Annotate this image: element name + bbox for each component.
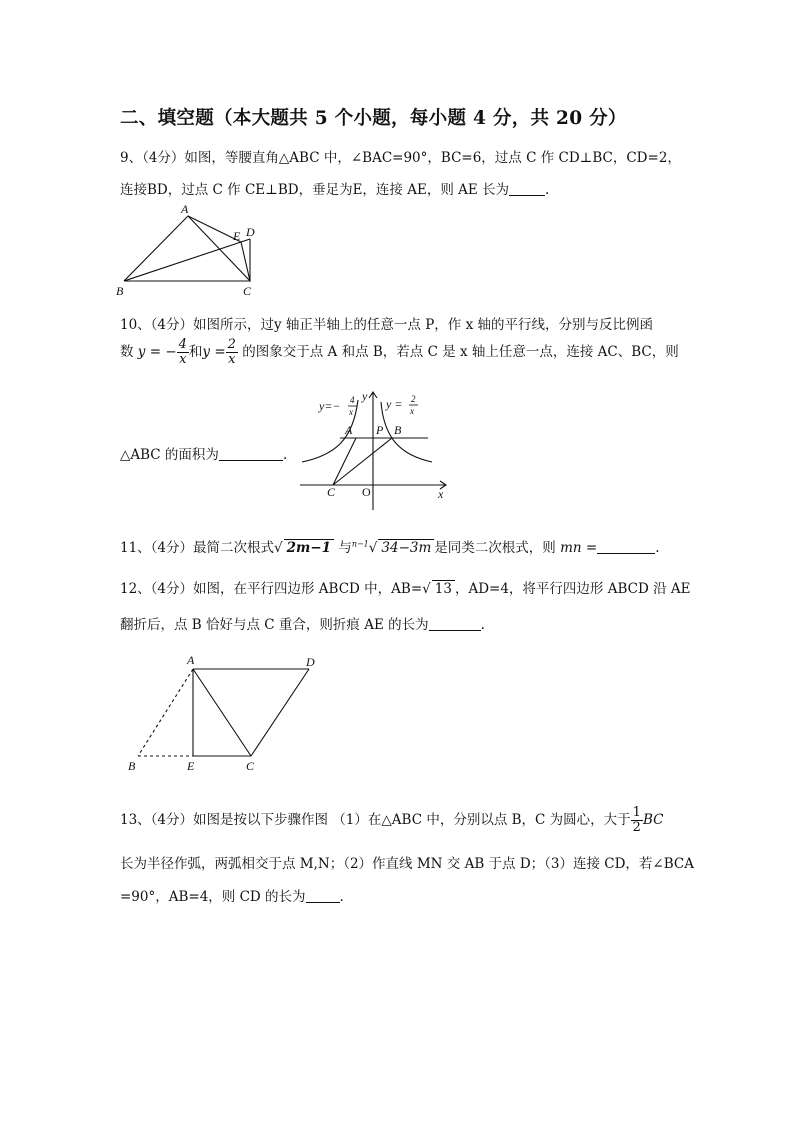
q13-line1-pre: 13、（4分）如图是按以下步骤作图 （1）在△ABC 中，分别以点 B，C 为圆心，大于 — [120, 812, 631, 828]
q13-line2: 长为半径作弧，两弧相交于点 M,N；（2）作直线 MN 交 AB 于点 D；（3）连接 CD，若∠BCA — [120, 856, 694, 872]
q12-label-b: B — [128, 759, 136, 773]
q10-graph-f2-lhs: y = — [386, 397, 403, 411]
q10-graph-label-p: P — [376, 423, 384, 437]
q10-graph-label-b: B — [394, 423, 402, 437]
q12-label-d: D — [306, 655, 315, 669]
q11-radical-sign: √ — [274, 540, 283, 556]
q12-line2-text: 翻折后，点 B 恰好与点 C 重合，则折痕 AE 的长为 — [120, 617, 429, 633]
q12-label-a: A — [187, 653, 195, 667]
q10-graph-origin: O — [362, 485, 371, 499]
q12-radicand: 13 — [432, 580, 455, 597]
q12-radical-sign: √ — [422, 581, 431, 597]
q13-line3-end: . — [339, 889, 344, 905]
q13-line1-post: BC — [642, 812, 664, 828]
q9-line2-end: . — [545, 182, 550, 198]
q10-graph-x-label: x — [438, 487, 444, 501]
q10-graph-label-c: C — [327, 485, 336, 499]
q11-pre: 11、（4分）最简二次根式 — [120, 540, 275, 556]
q13-frac-den: 2 — [632, 820, 641, 835]
q11-mid: 与 — [338, 540, 352, 556]
q9-label-e: E — [233, 229, 241, 243]
q9-line1: 9、（4分）如图，等腰直角△ABC 中，∠BAC=90°，BC=6，过点 C 作 CD⊥BC，CD=2， — [120, 150, 681, 166]
q12-label-c: C — [246, 759, 255, 773]
q12-dashed-ab — [138, 669, 193, 756]
q10-f2-lhs: y = — [202, 344, 226, 360]
q11-radicand2: 34−3m — [378, 539, 434, 556]
q13-line3 — [120, 885, 344, 905]
q10-f2-den: x — [228, 352, 236, 367]
q9-label-c: C — [243, 284, 252, 298]
q10-f1-lhs: y = − — [137, 344, 177, 360]
q12-line2-end: . — [480, 617, 485, 633]
q10-graph-f2-den: x — [410, 406, 414, 416]
q9-label-a: A — [181, 202, 189, 216]
q10-line1: 10、（4分）如图所示，过y 轴正半轴上的任意一点 P，作 x 轴的平行线，分别与反比例函 — [120, 317, 654, 333]
q10-graph-f2-num: 2 — [411, 394, 416, 404]
q13-line1 — [120, 806, 663, 835]
q12-label-e: E — [187, 759, 195, 773]
q11-expr: mn = — [560, 540, 598, 556]
q12-side-dc — [251, 669, 309, 756]
q10-line2-post: 的图象交于点 A 和点 B，若点 C 是 x 轴上任意一点，连接 AC、BC，则 — [242, 344, 679, 360]
q11-end: . — [655, 540, 660, 556]
q9-label-d: D — [246, 225, 255, 239]
q10-graph-label-a: A — [345, 423, 353, 437]
q10-graph-f1-den: x — [349, 407, 353, 417]
q13-frac-num: 1 — [632, 805, 641, 820]
section-title: 二、填空题（本大题共 5 个小题，每小题 4 分，共 20 分） — [120, 108, 627, 129]
q13-line3-text: =90°，AB=4，则 CD 的长为 — [120, 889, 306, 905]
q12-side-ac — [193, 669, 251, 756]
q10-line3-text: △ABC 的面积为 — [120, 447, 219, 463]
q11-radical-sign2: √ — [368, 540, 378, 556]
q13-answer-blank[interactable] — [306, 888, 340, 903]
q13-fraction — [631, 806, 643, 835]
q12-line1-post: ，AD=4，将平行四边形 ABCD 沿 AE — [454, 581, 691, 597]
q9-line2-text: 连接BD，过点 C 作 CE⊥BD，垂足为E，连接 AE，则 AE 长为 — [120, 182, 510, 198]
q10-f2-num: 2 — [227, 337, 236, 352]
q10-graph-y-label: y — [362, 389, 368, 403]
q10-f1-den: x — [179, 352, 187, 367]
q10-graph-f1-num: 4 — [350, 395, 355, 405]
q10-line2-pre: 数 — [120, 344, 134, 360]
q11-radicand1: 2m−1 — [284, 539, 334, 556]
q10-f1-num: 4 — [178, 337, 187, 352]
q11-root-index: n−1 — [351, 539, 369, 549]
q9-label-b: B — [116, 284, 124, 298]
q12-line1-pre: 12、（4分）如图，在平行四边形 ABCD 中，AB= — [120, 581, 423, 597]
q11-post: 是同类二次根式，则 — [434, 540, 556, 556]
q10-line3-end: . — [282, 447, 288, 463]
q10-line2-and: 和 — [188, 344, 203, 360]
q10-graph-f1-lhs: y=− — [319, 399, 341, 413]
